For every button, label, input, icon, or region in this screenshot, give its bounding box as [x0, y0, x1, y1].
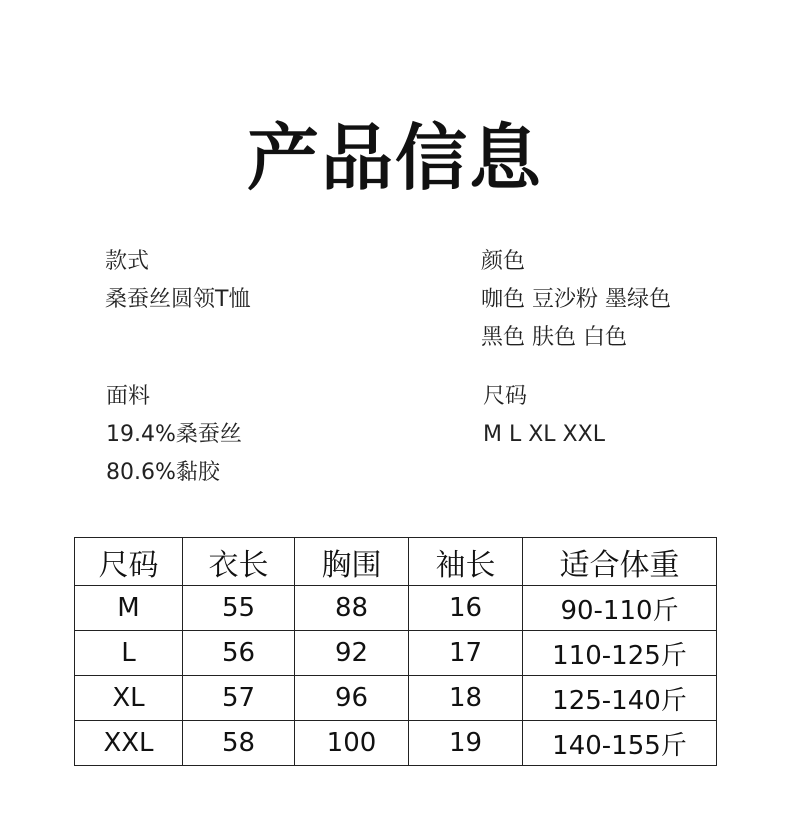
material-info	[106, 378, 242, 492]
cell-chest: 96	[295, 676, 409, 721]
cell-length: 58	[183, 721, 295, 766]
size-value: M L XL XXL	[483, 422, 605, 447]
header-sleeve: 袖长	[409, 538, 523, 586]
cell-length: 55	[183, 586, 295, 631]
material-label: 面料	[106, 384, 151, 409]
cell-sleeve: 16	[409, 586, 523, 631]
style-value: 桑蚕丝圆领T恤	[105, 287, 251, 312]
cell-sleeve: 17	[409, 631, 523, 676]
cell-size: M	[75, 586, 183, 631]
header-chest: 胸围	[295, 538, 409, 586]
header-size: 尺码	[75, 538, 183, 586]
cell-weight: 140-155斤	[523, 721, 717, 766]
cell-sleeve: 19	[409, 721, 523, 766]
header-weight: 适合体重	[523, 538, 717, 586]
size-info	[483, 378, 605, 454]
cell-size: XXL	[75, 721, 183, 766]
size-label: 尺码	[483, 384, 528, 409]
color-label: 颜色	[481, 249, 526, 274]
table-row	[75, 721, 717, 766]
cell-length: 57	[183, 676, 295, 721]
cell-chest: 100	[295, 721, 409, 766]
table-row	[75, 631, 717, 676]
style-info	[105, 243, 250, 319]
table-row	[75, 586, 717, 631]
header-length: 衣长	[183, 538, 295, 586]
table-header-row	[75, 538, 717, 586]
table-row	[75, 676, 717, 721]
cell-sleeve: 18	[409, 676, 523, 721]
style-label: 款式	[105, 249, 150, 274]
cell-length: 56	[183, 631, 295, 676]
cell-weight: 110-125斤	[523, 631, 717, 676]
cell-weight: 90-110斤	[523, 586, 717, 631]
color-value-line-2: 黑色 肤色 白色	[481, 325, 627, 350]
color-info	[481, 243, 671, 357]
color-value-line-1: 咖色 豆沙粉 墨绿色	[481, 287, 671, 312]
cell-weight: 125-140斤	[523, 676, 717, 721]
page-title: 产品信息	[246, 116, 543, 200]
cell-chest: 88	[295, 586, 409, 631]
cell-size: XL	[75, 676, 183, 721]
cell-size: L	[75, 631, 183, 676]
size-table	[74, 537, 717, 766]
material-value-line-1: 19.4%桑蚕丝	[106, 422, 242, 447]
material-value-line-2: 80.6%黏胶	[106, 460, 220, 485]
cell-chest: 92	[295, 631, 409, 676]
